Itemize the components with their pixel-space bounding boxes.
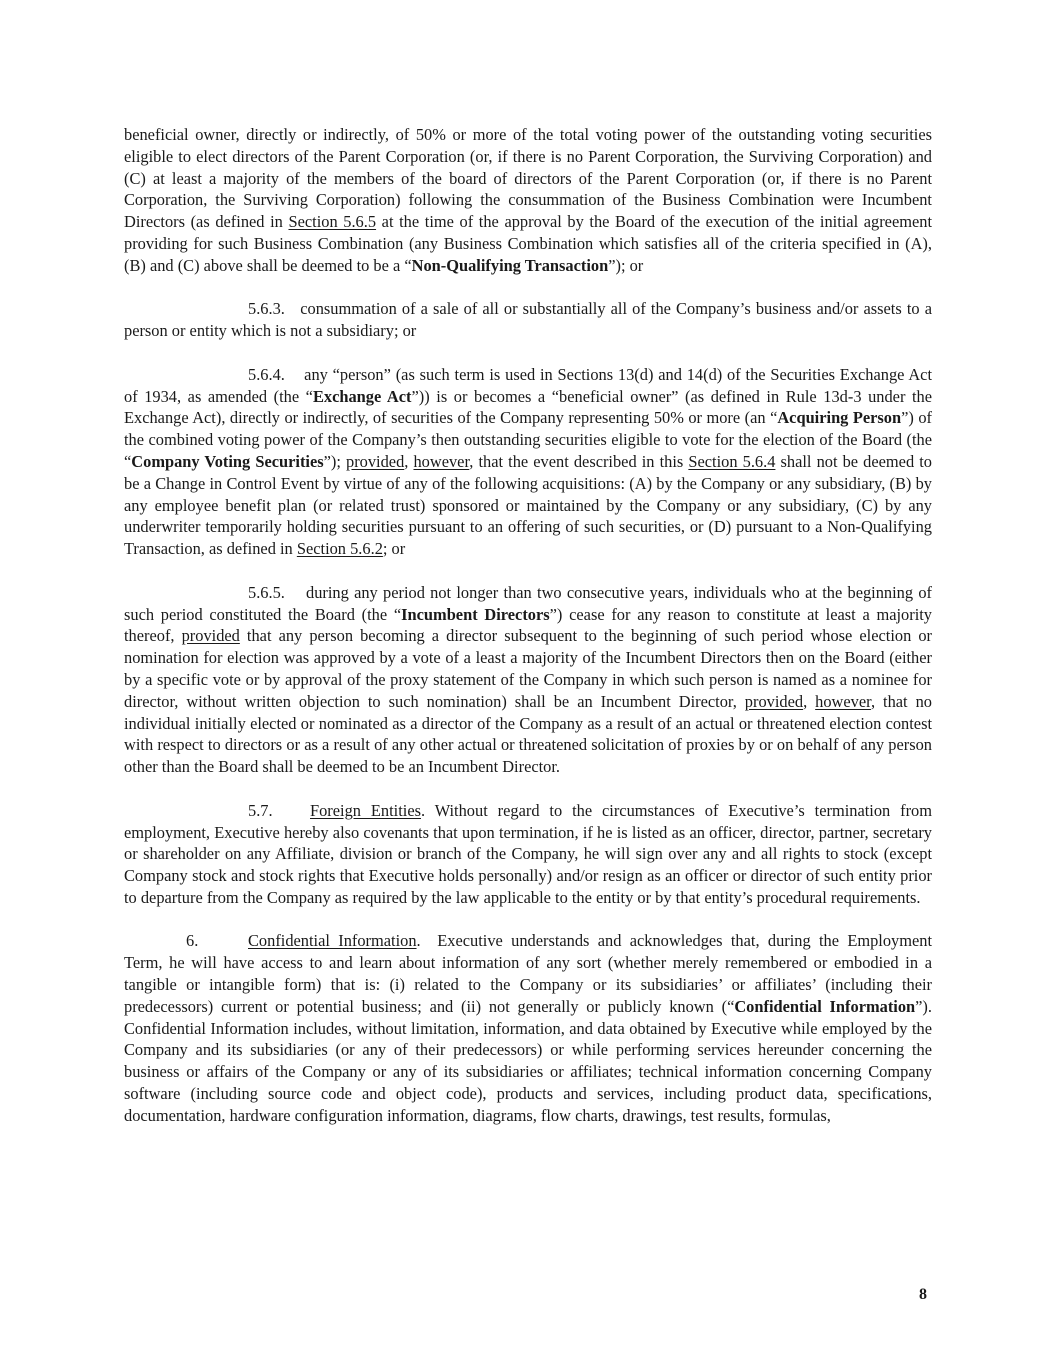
section-reference: Section 5.6.5 bbox=[288, 212, 377, 232]
text-run: during any period not longer than two consecutive years, individuals who at the beginning of such period constituted the Board (the “ bbox=[124, 582, 932, 624]
text-run: , bbox=[803, 691, 816, 711]
defined-term: Non-Qualifying Transaction bbox=[411, 255, 609, 275]
underlined-word: provided bbox=[744, 691, 804, 711]
document-page bbox=[124, 124, 937, 1148]
text-run: shall not be deemed to be a Change in Control Event by virtue of any of the following acquisitions: (A) by the Company or any subsidiary, (B) by any employee benefit plan (or related trust) sponsored or maintained by the Company or any subsidiary, (C) by any underwriter temporarily holding securities pursuant to an offering of such securities, or (D) pursuant to a Non-Qualifying Transaction, as defined in bbox=[124, 451, 932, 559]
text-run: . Executive understands and acknowledges that, during the Employment Term, he will have access to and learn about information of any sort (whether merely remembered or embodied in a tangible or intangible form) that is: (i) related to the Company or its subsidiaries’ or affiliates’ (including their predecessors) current or potential business; and (ii) not generally or publicly known (“ bbox=[124, 931, 937, 1016]
section-number: 5.6.3. bbox=[248, 299, 285, 319]
section-reference: Section 5.6.4 bbox=[688, 451, 776, 471]
underlined-word: provided bbox=[346, 451, 405, 471]
defined-term: Acquiring Person bbox=[777, 408, 902, 428]
text-run: ”); or bbox=[608, 255, 644, 275]
section-number: 5.6.4. bbox=[248, 364, 285, 384]
text-run: ”); bbox=[323, 451, 347, 471]
defined-term: Confidential Information bbox=[734, 996, 916, 1016]
text-run: . Without regard to the circumstances of Executive’s termination from employment, Executive hereby also covenants that upon termination, if he is listed as an officer, director, partner, secretary or shareholder on any Affiliate, division or branch of the Company, he will sign over any and all rights to stock (except Company stock and stock rights that Executive holds personally) and/or resign as an officer or director of such entity prior to departure from the Company as required by the law applicable to the entity or by that entity’s procedural requirements. bbox=[124, 800, 932, 907]
text-run: consummation of a sale of all or substantially all of the Company’s business and/or assets to a person or entity which is not a subsidiary; or bbox=[124, 299, 933, 341]
section-reference: Section 5.6.2 bbox=[296, 539, 383, 559]
paragraph-5-6-3 bbox=[124, 298, 932, 342]
section-number: 6. bbox=[186, 931, 199, 951]
text-run: ”). Confidential Information includes, without limitation, information, and data obtained by Executive while employed by the Company and its subsidiaries (or any of their predecessors) or while performing services hereunder concerning the business or affairs of the Company or any of its subsidiaries or affiliates; technical information concerning Company software (including source code and object code), products and services, including product data, specifications, documentation, hardware configuration information, diagrams, flow charts, drawings, test results, formulas, bbox=[124, 996, 932, 1125]
underlined-word: however bbox=[413, 451, 470, 471]
defined-term: Incumbent Directors bbox=[401, 604, 550, 624]
text-run: that any person becoming a director subsequent to the beginning of such period whose election or nomination for election was approved by a vote of a least a majority of the Incumbent Directors then on the Board (either by a specific vote or by approval of the proxy statement of the Company in which such person is named as a nominee for director, without written objection to such nomination) shall be an Incumbent Director, bbox=[124, 626, 933, 711]
text-run: ”) cease for any reason to constitute at least a majority thereof, bbox=[124, 604, 932, 646]
text-run: at the time of the approval by the Board of the execution of the initial agreement providing for such Business Combination (any Business Combination which satisfies all of the criteria specified in (A), (B) and (C) above shall be deemed to be a “ bbox=[124, 212, 933, 275]
text-run: , that no individual initially elected or nominated as a director of the Company as a result of an actual or threatened election contest with respect to directors or as a result of any other actual or threatened solicitation of proxies by or on behalf of any person other than the Board shall be deemed to be an Incumbent Director. bbox=[124, 691, 932, 777]
paragraph-6 bbox=[124, 930, 937, 1126]
text-run: , bbox=[404, 451, 414, 471]
section-number: 5.6.5. bbox=[248, 582, 285, 602]
underlined-word: however bbox=[815, 691, 871, 711]
paragraph-continuation bbox=[124, 124, 932, 277]
text-run: ”)) is or becomes a “beneficial owner” (as defined in Rule 13d-3 under the Exchange Act), directly or indirectly, of securities of the Company representing 50% or more (an “ bbox=[124, 386, 933, 428]
defined-term: Company Voting Securities bbox=[131, 451, 324, 471]
section-heading: Foreign Entities bbox=[310, 800, 421, 820]
text-run: , that the event described in this bbox=[469, 451, 689, 471]
paragraph-5-6-4 bbox=[124, 364, 932, 560]
defined-term: Exchange Act bbox=[312, 386, 412, 406]
text-run: ; or bbox=[382, 539, 406, 559]
paragraph-5-6-5 bbox=[124, 582, 932, 778]
text-run: beneficial owner, directly or indirectly, of 50% or more of the total voting power of the outstanding voting securities eligible to elect directors of the Parent Corporation (or, if there is no Parent Corporation, the Surviving Corporation) and (C) at least a majority of the members of the board of directors of the Parent Corporation (or, if there is no Parent Corporation, the Surviving Corporation) following the consummation of the Business Combination were Incumbent Directors (as defined in bbox=[124, 125, 932, 232]
section-heading: Confidential Information bbox=[248, 931, 417, 951]
text-run: ”) of the combined voting power of the Company’s then outstanding securities eligible to vote for the election of the Board (the “ bbox=[124, 408, 932, 471]
paragraph-5-7 bbox=[124, 800, 932, 909]
text-run: any “person” (as such term is used in Sections 13(d) and 14(d) of the Securities Exchange Act of 1934, as amended (the “ bbox=[124, 364, 933, 406]
section-number: 5.7. bbox=[248, 800, 273, 820]
page-number: 8 bbox=[919, 1286, 927, 1303]
underlined-word: provided bbox=[181, 626, 240, 646]
